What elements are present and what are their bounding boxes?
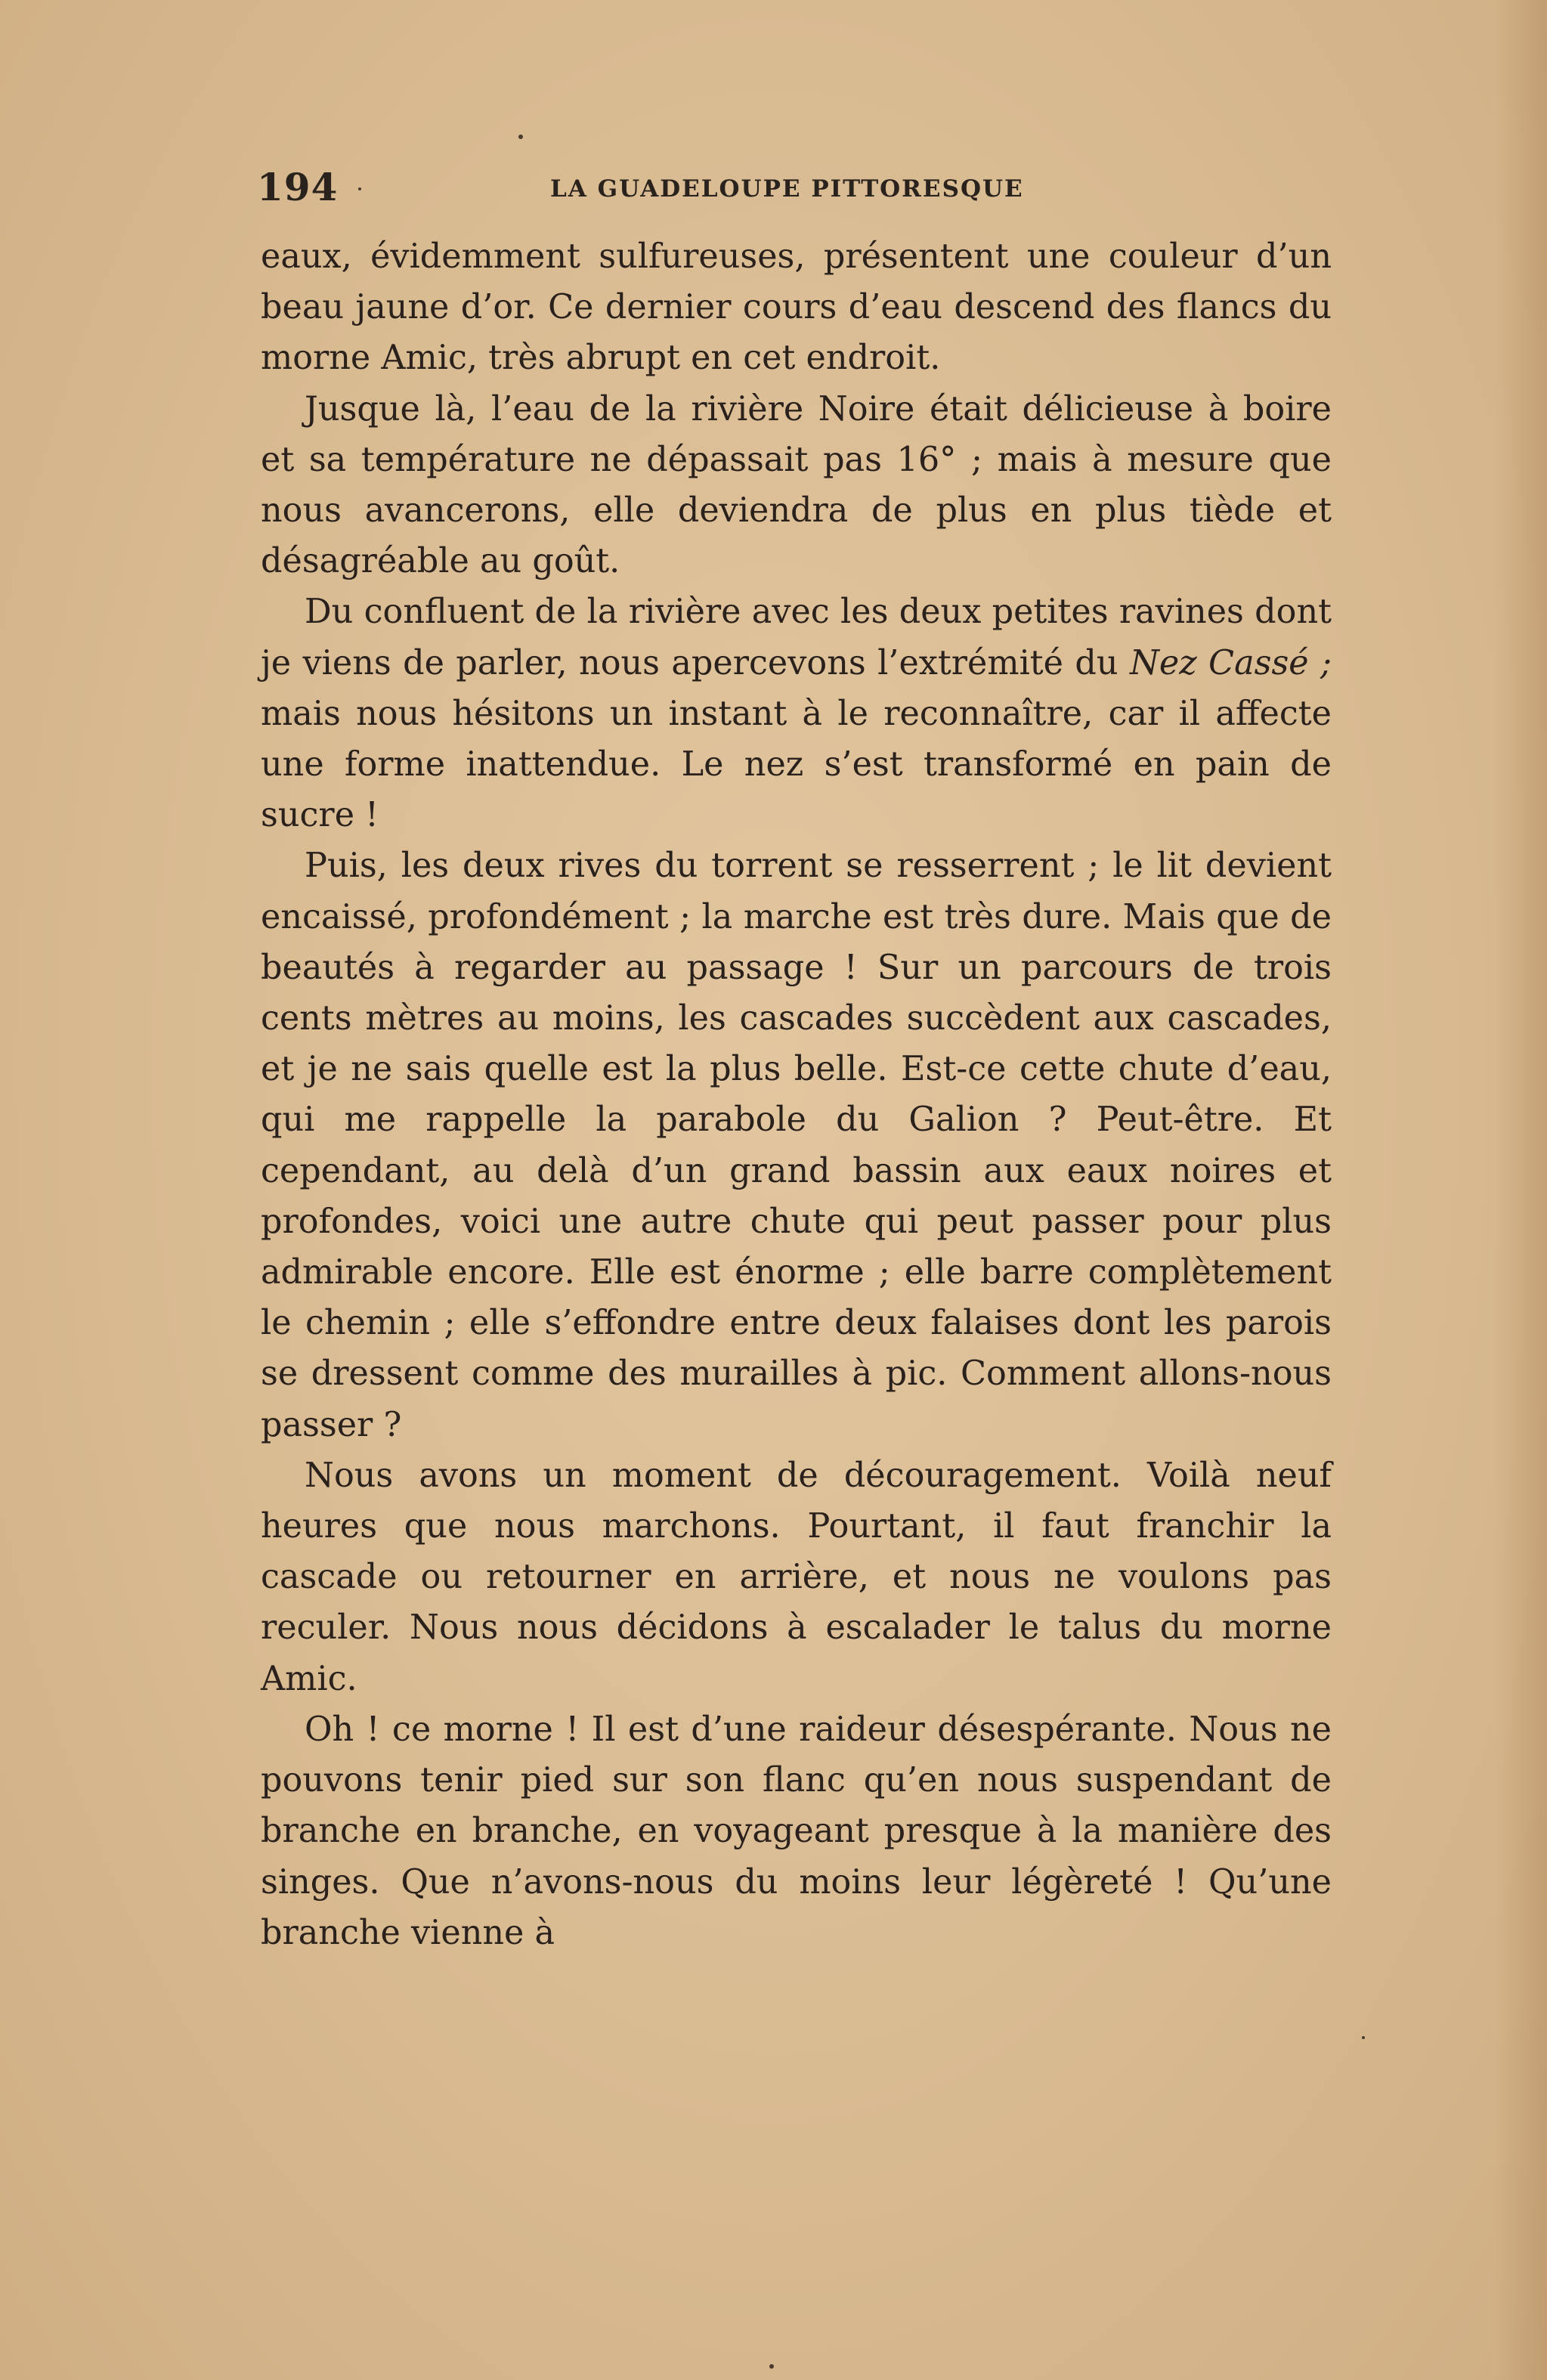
paragraph-5: Nous avons un moment de découragement. Voilà neuf heures que nous marchons. Pourtant, il faut franchir la cascade ou retourner en arrière, et nous ne voulons pas reculer. Nous nous décidons à escalader le talus du morne Amic. — [261, 1456, 1332, 1698]
running-head — [257, 165, 1330, 210]
paragraph-1: eaux, évidemment sulfureuses, présentent une couleur d’un beau jaune d’or. Ce dernier cours d’eau descend des flancs du morne Amic, très abrupt en cet endroit. — [261, 237, 1332, 378]
paragraph-4: Puis, les deux rives du torrent se resserrent ; le lit devient encaissé, profondément ; la marche est très dure. Mais que de beautés à regarder au passage ! Sur un parcours de trois cents mètres au moins, les cascades succèdent aux cascades, et je ne sais quelle est la plus belle. Est-ce cette chute d’eau, qui me rappelle la parabole du Galion ? Peut-être. Et cependant, au delà d’un grand bassin aux eaux noires et profondes, voici une autre chute qui peut passer pour plus admirable encore. Elle est énorme ; elle barre complètement le chemin ; elle s’effondre entre deux falaises dont les parois se dressent comme des murailles à pic. Comment allons-nous passer ? — [261, 846, 1332, 1444]
book-title: LA GUADELOUPE PITTORESQUE — [550, 175, 1024, 203]
paragraph-2: Jusque là, l’eau de la rivière Noire était délicieuse à boire et sa température ne dépassait pas 16° ; mais à mesure que nous avancerons, elle deviendra de plus en plus tiède et désagréable au goût. — [261, 389, 1332, 581]
paragraph-3-start: Du confluent de la rivière avec les deux petites ravines dont je viens de parler, nous apercevons l’extrémité du — [261, 593, 1332, 682]
page-edge-shadow — [1494, 0, 1547, 2380]
page-number: 194 — [257, 165, 339, 209]
paragraph-6: Oh ! ce morne ! Il est d’une raideur désespérante. Nous ne pouvons tenir pied sur son flanc qu’en nous suspendant de branche en branche, en voyageant presque à la manière des singes. Que n’avons-nous du moins leur légèreté ! Qu’une branche vienne à — [261, 1710, 1332, 1952]
print-speck — [358, 187, 361, 190]
print-speck — [769, 2364, 774, 2369]
print-speck — [518, 135, 523, 139]
paragraph-3-end: mais nous hésitons un instant à le reconnaître, car il affecte une forme inattendue. Le nez s’est transformé en pain de sucre ! — [261, 694, 1332, 835]
nez-casse-italic: Nez Cassé ; — [1129, 643, 1332, 682]
print-speck — [1362, 2036, 1365, 2039]
body-text — [261, 231, 1332, 1958]
paragraph-3 — [261, 586, 1332, 840]
